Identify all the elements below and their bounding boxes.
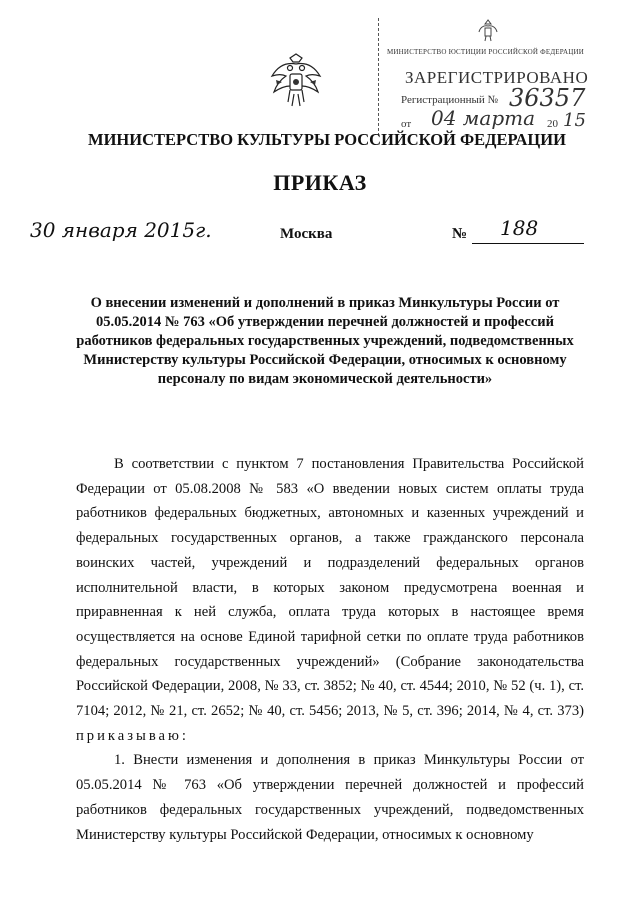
document-type: ПРИКАЗ (273, 170, 367, 195)
stamp-reg-number-label: Регистрационный № (401, 94, 499, 106)
stamp-year-suffix: 15 (563, 110, 586, 131)
stamp-reg-date: 04 марта (431, 106, 536, 130)
ministry-emblem-icon (477, 18, 499, 42)
number-underline (472, 243, 584, 244)
stamp-registered: ЗАРЕГИСТРИРОВАНО (405, 68, 589, 87)
body-paragraph-1-text: В соответствии с пунктом 7 постановления Правительства Российской Федерации от 05.08.2008 № 583 «О введении новых систем оплаты труда работников федеральных бюджетных, автономных и казенных учреждений и федеральных государственных органов, а также гражданского персонала воинских частей, учреждений и подразделений федеральных органов исполнительной власти, в которых законом предусмотрена военная и приравненная к ней служба, оплата труда которых в настоящее время осуществляется на основе Единой тарифной сетки по оплате труда работников федеральных государственных учреждений» (Собрание законодательства Российской Федерации, 2008, № 33, ст. 3852; № 40, ст. 4544; 2010, № 52 (ч. 1), ст. 7104; 2012, № 21, ст. 2652; № 40, ст. 5456; 2013, № 5, ст. 396; 2014, № 4, ст. 373) (76, 456, 584, 720)
order-subject: О внесении изменений и дополнений в приказ Минкультуры России от 05.05.2014 № 763 «Об утверждении перечней должностей и профессий работников федеральных государственных учреждений, подведомственных Министерству культуры Российской Федерации, относимых к основному персоналу по видам экономической деятельности» (76, 295, 574, 387)
city: Москва (280, 226, 333, 242)
order-date: 30 января 2015г. (30, 218, 212, 242)
stamp-organization: МИНИСТЕРСТВО ЮСТИЦИИ РОССИЙСКОЙ ФЕДЕРАЦИИ (387, 48, 584, 56)
stamp-from-label: от (401, 118, 412, 130)
number-sign: № (452, 226, 468, 242)
ministry-name: МИНИСТЕРСТВО КУЛЬТУРЫ РОССИЙСКОЙ ФЕДЕРАЦИИ (88, 130, 566, 149)
coat-of-arms-icon (268, 52, 324, 110)
registration-stamp (378, 18, 593, 136)
stamp-reg-number: 36357 (509, 84, 586, 112)
stamp-year-prefix: 20 (547, 118, 558, 130)
body-paragraph-1 (76, 452, 584, 748)
order-body (76, 452, 584, 847)
body-paragraph-2: 1. Внести изменения и дополнения в приказ Минкультуры России от 05.05.2014 № 763 «Об утверждении перечней должностей и профессий работников федеральных государственных учреждений, подведомственных Министерству культуры Российской Федерации, относимых к основному (76, 752, 584, 843)
order-word: приказываю: (76, 727, 189, 744)
order-number: 188 (500, 216, 539, 240)
